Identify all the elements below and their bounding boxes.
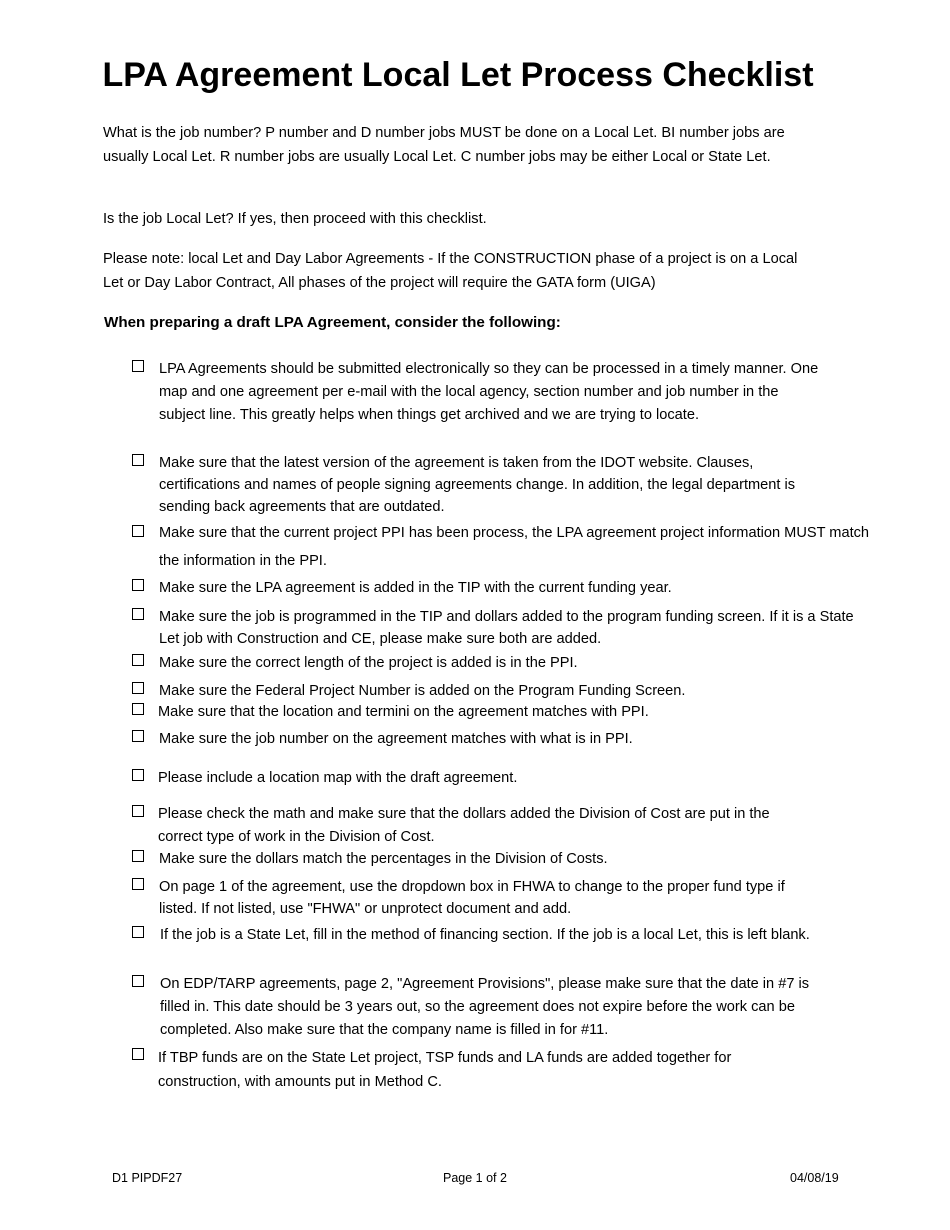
checkbox[interactable] <box>132 360 144 372</box>
checklist-item-text: Make sure that the latest version of the agreement is taken from the IDOT website. Clauses, certifications and names of people signing agreements change. In addition, the legal department is sending back agreements that are outdated. <box>159 455 796 515</box>
checklist-item-text: Make sure that the current project PPI has been process, the LPA agreement project information MUST match the information in the PPI. <box>159 525 870 569</box>
checkbox[interactable] <box>132 926 144 938</box>
document-title: LPA Agreement Local Let Process Checklist <box>102 56 814 94</box>
checklist-item-text: Make sure the dollars match the percentages in the Division of Costs. <box>159 851 608 867</box>
checklist-item-text: Make sure the Federal Project Number is added on the Program Funding Screen. <box>159 683 686 699</box>
checklist-item-text: Make sure the LPA agreement is added in the TIP with the current funding year. <box>159 580 672 596</box>
checklist-item-text: On page 1 of the agreement, use the dropdown box in FHWA to change to the proper fund type if listed. If not listed, use "FHWA" or unprotect document and add. <box>159 879 785 917</box>
checklist-item-text: Please check the math and make sure that the dollars added the Division of Cost are put in the correct type of work in the Division of Cost. <box>158 806 770 845</box>
checklist-item-text: Make sure the job number on the agreement matches with what is in PPI. <box>159 731 633 747</box>
checklist-item-text: Make sure that the location and termini on the agreement matches with PPI. <box>158 704 649 720</box>
checklist-item-text: If TBP funds are on the State Let project, TSP funds and LA funds are added together for construction, with amounts put in Method C. <box>158 1050 732 1090</box>
checkbox[interactable] <box>132 682 144 694</box>
checkbox[interactable] <box>132 1048 144 1060</box>
checkbox[interactable] <box>132 608 144 620</box>
checkbox[interactable] <box>132 975 144 987</box>
footer-date: 04/08/19 <box>790 1171 839 1185</box>
checkbox[interactable] <box>132 769 144 781</box>
checklist-item-text: Make sure the correct length of the project is added is in the PPI. <box>159 655 578 671</box>
checkbox[interactable] <box>132 525 144 537</box>
checklist-item-text: Make sure the job is programmed in the TIP and dollars added to the program funding screen. If it is a State Let job with Construction and CE, please make sure both are added. <box>159 609 854 647</box>
checklist-item-text: If the job is a State Let, fill in the method of financing section. If the job is a local Let, this is left blank. <box>160 927 810 943</box>
checkbox[interactable] <box>132 850 144 862</box>
checkbox[interactable] <box>132 878 144 890</box>
checklist-item-text: Please include a location map with the draft agreement. <box>158 770 518 786</box>
checkbox[interactable] <box>132 730 144 742</box>
footer-document-id: D1 PIPDF27 <box>112 1171 183 1185</box>
checklist-item-text: On EDP/TARP agreements, page 2, "Agreement Provisions", please make sure that the date in #7 is filled in. This date should be 3 years out, so the agreement does not expire before the work can be completed. Also make sure that the company name is filled in for #11. <box>160 976 810 1038</box>
intro-note: Please note: local Let and Day Labor Agreements - If the CONSTRUCTION phase of a project is on a Local Let or Day Labor Contract, All phases of the project will require the GATA form (UIGA) <box>103 251 798 291</box>
checkbox[interactable] <box>132 579 144 591</box>
checkbox[interactable] <box>132 703 144 715</box>
checkbox[interactable] <box>132 805 144 817</box>
checklist-item-text: LPA Agreements should be submitted electronically so they can be processed in a timely manner. One map and one agreement per e-mail with the local agency, section number and job number in the subject line. This greatly helps when things get archived and we are trying to locate. <box>159 361 819 423</box>
intro-job-number: What is the job number? P number and D number jobs MUST be done on a Local Let. BI number jobs are usually Local Let. R number jobs are usually Local Let. C number jobs may be either Local or State Let. <box>103 125 785 165</box>
checklist-heading: When preparing a draft LPA Agreement, consider the following: <box>104 314 561 331</box>
checkbox[interactable] <box>132 654 144 666</box>
footer-page-number: Page 1 of 2 <box>443 1171 507 1185</box>
intro-local-let: Is the job Local Let? If yes, then proceed with this checklist. <box>103 211 487 227</box>
checkbox[interactable] <box>132 454 144 466</box>
